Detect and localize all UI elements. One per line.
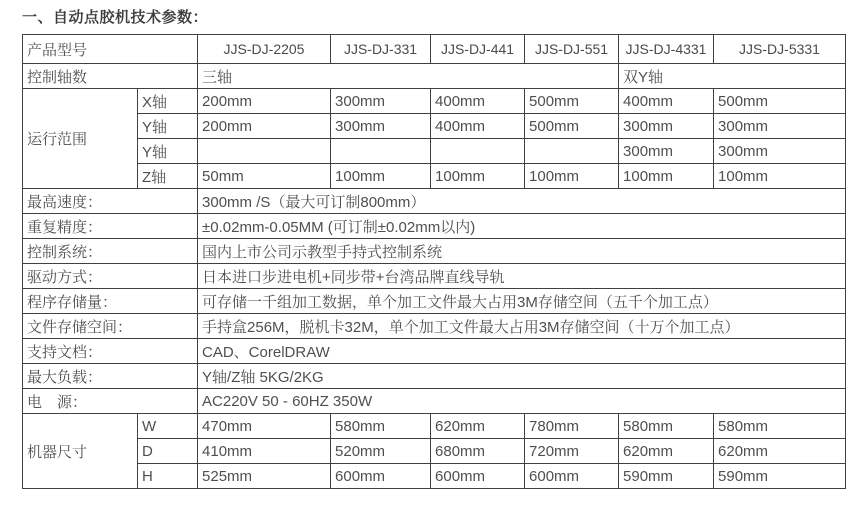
spec-value: 日本进口步进电机+同步带+台湾品牌直线导轨 xyxy=(198,264,846,289)
spec-value: ±0.02mm-0.05MM (可订制±0.02mm以内) xyxy=(198,214,846,239)
spec-value: AC220V 50 - 60HZ 350W xyxy=(198,389,846,414)
dimension-value: 590mm xyxy=(619,464,714,489)
travel-value: 400mm xyxy=(431,114,525,139)
spec-value: 手持盒256M，脱机卡32M，单个加工文件最大占用3M存储空间（十万个加工点） xyxy=(198,314,846,339)
control-axes-right-value: 双Y轴 xyxy=(619,64,846,89)
spec-row-max-load xyxy=(23,364,846,389)
dimension-value: 590mm xyxy=(714,464,846,489)
dimension-value: 600mm xyxy=(431,464,525,489)
travel-value xyxy=(525,139,619,164)
travel-value xyxy=(431,139,525,164)
spec-label: 最高速度： xyxy=(23,189,198,214)
spec-value: 可存储一千组加工数据，单个加工文件最大占用3M存储空间（五千个加工点） xyxy=(198,289,846,314)
travel-value: 100mm xyxy=(331,164,431,189)
dimension-axis-label: W xyxy=(138,414,198,439)
travel-row-x xyxy=(23,89,846,114)
model-header-1: JJS-DJ-2205 xyxy=(198,35,331,64)
travel-value: 50mm xyxy=(198,164,331,189)
control-axes-row xyxy=(23,64,846,89)
travel-value: 100mm xyxy=(714,164,846,189)
travel-value: 500mm xyxy=(525,114,619,139)
model-header-2: JJS-DJ-331 xyxy=(331,35,431,64)
dimension-row-h xyxy=(23,464,846,489)
spec-label: 电 源： xyxy=(23,389,198,414)
dimension-value: 580mm xyxy=(714,414,846,439)
spec-label: 控制系统： xyxy=(23,239,198,264)
dimension-value: 410mm xyxy=(198,439,331,464)
travel-row-y2 xyxy=(23,139,846,164)
travel-value: 300mm xyxy=(714,139,846,164)
dimension-value: 620mm xyxy=(619,439,714,464)
dimension-axis-label: H xyxy=(138,464,198,489)
spec-row-power xyxy=(23,389,846,414)
travel-value: 200mm xyxy=(198,114,331,139)
travel-axis-label: Y轴 xyxy=(138,139,198,164)
spec-label: 文件存储空间： xyxy=(23,314,198,339)
dimension-value: 620mm xyxy=(714,439,846,464)
travel-value: 400mm xyxy=(619,89,714,114)
spec-label: 最大负载： xyxy=(23,364,198,389)
spec-row-file-storage xyxy=(23,314,846,339)
travel-row-z xyxy=(23,164,846,189)
travel-value: 400mm xyxy=(431,89,525,114)
travel-value: 500mm xyxy=(714,89,846,114)
dimension-value: 580mm xyxy=(619,414,714,439)
dimension-value: 600mm xyxy=(331,464,431,489)
dimension-value: 470mm xyxy=(198,414,331,439)
dimension-value: 680mm xyxy=(431,439,525,464)
model-header-6: JJS-DJ-5331 xyxy=(714,35,846,64)
dimension-value: 780mm xyxy=(525,414,619,439)
travel-value: 100mm xyxy=(619,164,714,189)
page-title: 一、自动点胶机技术参数： xyxy=(22,9,209,26)
control-axes-label: 控制轴数 xyxy=(23,64,198,89)
spec-row-control-system xyxy=(23,239,846,264)
dimension-value: 620mm xyxy=(431,414,525,439)
travel-value: 200mm xyxy=(198,89,331,114)
travel-value: 500mm xyxy=(525,89,619,114)
dimension-value: 520mm xyxy=(331,439,431,464)
travel-axis-label: Z轴 xyxy=(138,164,198,189)
travel-value: 300mm xyxy=(331,114,431,139)
spec-row-program-storage xyxy=(23,289,846,314)
model-header-4: JJS-DJ-551 xyxy=(525,35,619,64)
spec-table xyxy=(22,34,846,489)
dimension-value: 580mm xyxy=(331,414,431,439)
model-header-3: JJS-DJ-441 xyxy=(431,35,525,64)
travel-value: 100mm xyxy=(431,164,525,189)
model-header-5: JJS-DJ-4331 xyxy=(619,35,714,64)
travel-value xyxy=(331,139,431,164)
spec-row-drive-mode xyxy=(23,264,846,289)
product-model-row xyxy=(23,35,846,64)
dimension-value: 720mm xyxy=(525,439,619,464)
spec-label: 程序存储量： xyxy=(23,289,198,314)
spec-value: 300mm /S（最大可订制800mm） xyxy=(198,189,846,214)
dimension-value: 525mm xyxy=(198,464,331,489)
spec-row-max-speed xyxy=(23,189,846,214)
product-model-label: 产品型号 xyxy=(23,35,198,64)
travel-value: 300mm xyxy=(619,139,714,164)
travel-value: 300mm xyxy=(331,89,431,114)
dimension-axis-label: D xyxy=(138,439,198,464)
travel-axis-label: Y轴 xyxy=(138,114,198,139)
spec-row-supported-docs xyxy=(23,339,846,364)
travel-value: 300mm xyxy=(714,114,846,139)
dimension-row-d xyxy=(23,439,846,464)
control-axes-left-value: 三轴 xyxy=(198,64,619,89)
spec-label: 支持文档： xyxy=(23,339,198,364)
dimension-value: 600mm xyxy=(525,464,619,489)
dimensions-label: 机器尺寸 xyxy=(23,414,138,489)
travel-value xyxy=(198,139,331,164)
dimension-row-w xyxy=(23,414,846,439)
travel-row-y1 xyxy=(23,114,846,139)
travel-axis-label: X轴 xyxy=(138,89,198,114)
spec-value: CAD、CorelDRAW xyxy=(198,339,846,364)
spec-value: 国内上市公司示教型手持式控制系统 xyxy=(198,239,846,264)
spec-label: 重复精度： xyxy=(23,214,198,239)
travel-value: 300mm xyxy=(619,114,714,139)
travel-value: 100mm xyxy=(525,164,619,189)
travel-label: 运行范围 xyxy=(23,89,138,189)
spec-value: Y轴/Z轴 5KG/2KG xyxy=(198,364,846,389)
spec-row-repeat-accuracy xyxy=(23,214,846,239)
spec-label: 驱动方式： xyxy=(23,264,198,289)
